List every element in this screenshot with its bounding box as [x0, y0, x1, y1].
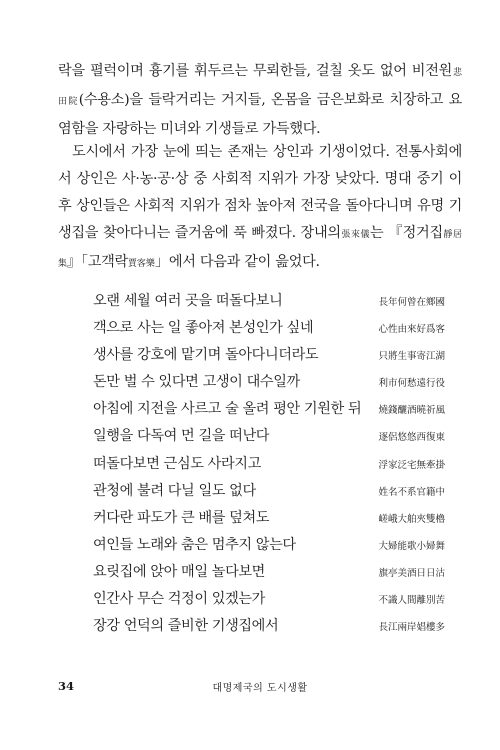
- paragraph-text: 도시에서 가장 눈에 띄는 존재는 상인과 기생이었다. 전통사회에서 상인은 사·농·공·상 중 사회적 지위가 가장 낮았다. 명대 중기 이후 상인들은 사회적 지위가 점차 높아져 전국을 돌아다니며 유명 기생집을 찾아다니는 즐거움에 푹 빠졌다. 장내의: [58, 144, 462, 241]
- paragraph-text: 는 『정거집: [370, 225, 443, 241]
- poem-hanja: 逐侶悠悠西復東: [378, 432, 445, 444]
- hanja-annotation: 張來儀: [340, 230, 371, 240]
- poem-korean: 생사를 강호에 맡기며 돌아다니더라도: [93, 347, 319, 364]
- poem-hanja: 浮家泛宅無牽掛: [378, 459, 445, 471]
- poem-korean: 돈만 벌 수 있다면 고생이 대수일까: [93, 374, 300, 391]
- poem-line: [93, 561, 445, 588]
- poem-korean: 여인들 노래와 춤은 멈추지 않는다: [93, 536, 296, 553]
- poem-korean: 떠돌다보면 근심도 사라지고: [93, 455, 261, 472]
- hanja-annotation: 悲田院: [58, 68, 462, 107]
- poem-hanja: 嵯峨大舶夾雙櫓: [378, 513, 445, 525]
- poem-hanja: 心性由來好爲客: [378, 324, 445, 336]
- body-paragraph-2: [58, 139, 462, 278]
- paragraph-text: 」에서 다음과 같이 읊었다.: [154, 254, 320, 270]
- poem-line: [93, 615, 445, 642]
- poem-hanja: 大婦能歌小婦舞: [378, 540, 445, 552]
- poem-line: [93, 398, 445, 425]
- page-number: 34: [58, 679, 75, 693]
- paragraph-text: 』「고객락: [67, 254, 128, 270]
- poem-korean: 인간사 무슨 걱정이 있겠는가: [93, 591, 265, 608]
- poem-hanja: 燒錢釃酒曉祈風: [378, 405, 445, 417]
- poem-line: [93, 507, 445, 534]
- poem-block: [93, 290, 445, 642]
- paragraph-text: (수용소)을 들락거리는 거지들, 온몸을 금은보화로 치장하고 요염함을 자랑하는 미녀와 기생들로 가득했다.: [58, 92, 462, 137]
- poem-korean: 일행을 다독여 먼 길을 떠난다: [93, 428, 270, 445]
- poem-hanja: 利市何愁遠行役: [378, 378, 445, 390]
- poem-korean: 오랜 세월 여러 곳을 떠돌다보니: [93, 293, 283, 309]
- poem-hanja: 只將生事寄江湖: [378, 351, 445, 363]
- paragraph-text: 락을 펼럭이며 흉기를 휘두르는 무뢰한들, 걸칠 옷도 없어 비전원: [58, 63, 453, 79]
- poem-korean: 장강 언덕의 즐비한 기생집에서: [93, 618, 279, 635]
- poem-korean: 객으로 사는 일 좋아져 본성인가 싶네: [93, 320, 314, 337]
- poem-korean: 요릿집에 앉아 매일 놀다보면: [93, 563, 265, 580]
- poem-line: [93, 344, 445, 371]
- poem-line: [93, 317, 445, 344]
- poem-korean: 관청에 불려 다닐 일도 없다: [93, 482, 256, 499]
- poem-hanja: 長江兩岸娼樓多: [378, 622, 445, 634]
- running-title: 대명제국의 도시생활: [212, 683, 308, 694]
- poem-line: [93, 534, 445, 561]
- page-footer: [58, 679, 462, 695]
- poem-hanja: 姓名不系官籍中: [378, 486, 445, 498]
- poem-line: [93, 480, 445, 507]
- hanja-annotation: 靜居集: [58, 230, 462, 269]
- poem-hanja: 旗亭美酒日日沽: [378, 567, 445, 579]
- poem-line: [93, 371, 445, 398]
- poem-line: [93, 588, 445, 615]
- poem-line: [93, 425, 445, 452]
- poem-hanja: 不識人間離別苦: [378, 595, 445, 607]
- poem-korean: 아침에 지전을 사르고 술 올려 평안 기원한 뒤: [93, 401, 362, 418]
- body-paragraph-1: [58, 58, 462, 143]
- hanja-annotation: 賈客樂: [127, 259, 155, 269]
- poem-line: [93, 453, 445, 480]
- poem-line: [93, 290, 445, 317]
- poem-korean: 커다란 파도가 큰 배를 덮쳐도: [93, 509, 270, 526]
- poem-hanja: 長年何曾在鄉國: [378, 297, 445, 308]
